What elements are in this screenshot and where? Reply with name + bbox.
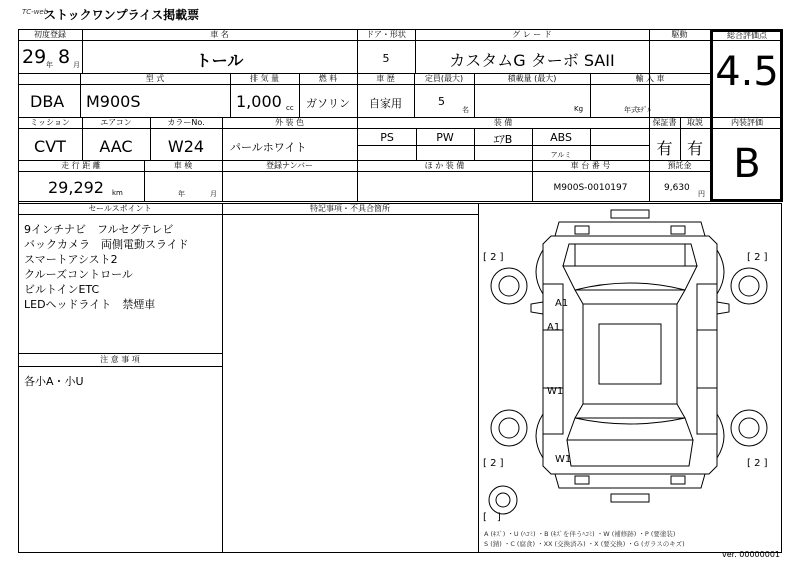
sales-point: スマートアシスト2	[24, 253, 118, 266]
caution-item: 各小A・小U	[24, 375, 84, 388]
label-car-name: 車 名	[210, 30, 229, 39]
label-special-notes: 特記事項・不具合箇所	[310, 204, 390, 213]
label-cautions: 注 意 事 項	[100, 355, 140, 364]
grade-value: カスタムG ターボ SAII	[449, 51, 615, 70]
label-model: 型 式	[145, 74, 165, 83]
capacity-unit: 名	[462, 106, 469, 114]
import-model-year: 年式	[624, 106, 638, 114]
tire-depth-spare: [ ]	[483, 512, 501, 523]
import-model-year-2: ﾓﾃﾞﾙ	[637, 106, 651, 114]
damage-mark: W1	[547, 386, 564, 397]
cautions-list	[24, 374, 84, 389]
label-history: 車 歴	[376, 74, 395, 83]
label-capacity: 定員(最大)	[424, 74, 464, 83]
damage-mark: W1	[555, 454, 572, 465]
interior-score: B	[733, 141, 761, 187]
mileage-value: 29,292	[48, 178, 104, 197]
door-count: 5	[382, 52, 390, 65]
sales-point: ビルトインETC	[24, 283, 100, 296]
damage-mark: A1	[555, 298, 569, 309]
car-damage-diagram	[479, 204, 781, 552]
label-manual: 取説	[687, 118, 703, 127]
tire-depth-rear-right: [ 2 ]	[747, 458, 768, 469]
label-equipment: 装 備	[493, 118, 513, 127]
legend-line-2: S (錆) ・C (腐食) ・XX (交換済み) ・X (要交換) ・G (ガラスのキズ)	[484, 540, 685, 548]
tire-depth-rear-left: [ 2 ]	[483, 458, 504, 469]
chassis-no-value: M900S-0010197	[553, 183, 628, 193]
exterior-color-value: パールホワイト	[230, 141, 307, 154]
recycle-unit: 円	[698, 190, 705, 198]
capacity-value: 5	[438, 95, 445, 108]
tire-depth-front-right: [ 2 ]	[747, 252, 768, 263]
logo: TC-web	[22, 8, 49, 16]
equip-ps: PS	[380, 131, 394, 144]
fuel-value: ガソリン	[306, 97, 350, 110]
label-mission: ミッション	[30, 118, 70, 127]
first-reg-month-unit: 月	[73, 61, 80, 69]
label-inspection: 車 検	[173, 161, 193, 170]
load-unit: Kg	[574, 105, 584, 113]
sales-point: LEDヘッドライト 禁煙車	[24, 298, 156, 311]
manual-value: 有	[686, 139, 703, 158]
label-other-equip: ほ か 装 備	[424, 161, 465, 170]
inspection-month-unit: 月	[210, 190, 217, 198]
label-door-shape: ドア・形状	[366, 30, 406, 39]
displacement-value: 1,000	[236, 92, 282, 111]
color-no-value: W24	[167, 137, 205, 156]
mission-value: CVT	[34, 137, 66, 156]
label-warranty: 保証書	[652, 118, 677, 127]
label-exterior-color: 外 装 色	[274, 118, 305, 127]
label-grade: グ レ ー ド	[512, 30, 552, 39]
label-reg-number: 登録ナンバー	[265, 161, 314, 170]
legend-line-1: A (ｷｽﾞ) ・U (ﾍｺﾐ) ・B (ｷｽﾞを伴うﾍｺﾐ) ・W (補修跡) ・P (要塗装)	[484, 530, 676, 538]
label-drive: 駆動	[671, 30, 688, 39]
equip-pw: PW	[436, 131, 454, 144]
aircon-value: AAC	[99, 137, 133, 156]
damage-mark: A1	[547, 322, 561, 333]
page-title: ストックワンプライス掲載票	[44, 8, 200, 22]
sales-point: バックカメラ 両側電動スライド	[24, 238, 189, 251]
label-first-reg: 初度登録	[34, 30, 66, 39]
recycle-value: 9,630	[664, 183, 690, 193]
label-load: 積載量 (最大)	[507, 74, 557, 83]
history-value: 自家用	[369, 97, 402, 110]
label-recycle: 預託金	[667, 161, 692, 170]
car-name: トール	[195, 51, 244, 70]
first-reg-year: 29	[22, 46, 47, 68]
equip-airbag: ｴｱB	[493, 133, 513, 146]
first-reg-month: 8	[58, 46, 71, 68]
label-displacement: 排 気 量	[249, 74, 280, 83]
version-label: ver. 00000001	[721, 550, 780, 559]
first-reg-year-unit: 年	[46, 61, 53, 69]
label-chassis-no: 車 台 番 号	[570, 161, 611, 170]
equip-alloy: アルミ	[550, 151, 572, 159]
overall-score: 4.5	[715, 49, 779, 95]
sales-point: クルーズコントロール	[24, 268, 133, 281]
model-prefix: DBA	[30, 92, 65, 111]
model-value: M900S	[86, 92, 141, 111]
tire-depth-front-left: [ 2 ]	[483, 252, 504, 263]
label-import: 輸 入 車	[635, 74, 665, 83]
inspection-year-unit: 年	[178, 190, 185, 198]
label-overall: 総合評価点	[727, 31, 767, 40]
label-sales-points: セールスポイント	[88, 204, 152, 213]
label-color-no: カラーNo.	[167, 118, 205, 127]
equip-abs: ABS	[550, 131, 572, 144]
label-mileage: 走 行 距 離	[61, 161, 101, 170]
label-interior: 内装評価	[731, 118, 763, 127]
warranty-value: 有	[656, 139, 673, 158]
label-aircon: エアコン	[100, 118, 132, 127]
mileage-unit: km	[112, 189, 123, 197]
displacement-unit: cc	[286, 104, 294, 112]
sales-point: 9インチナビ フルセグテレビ	[24, 223, 174, 236]
sales-points-list	[24, 222, 189, 312]
label-fuel: 燃 料	[318, 74, 338, 83]
